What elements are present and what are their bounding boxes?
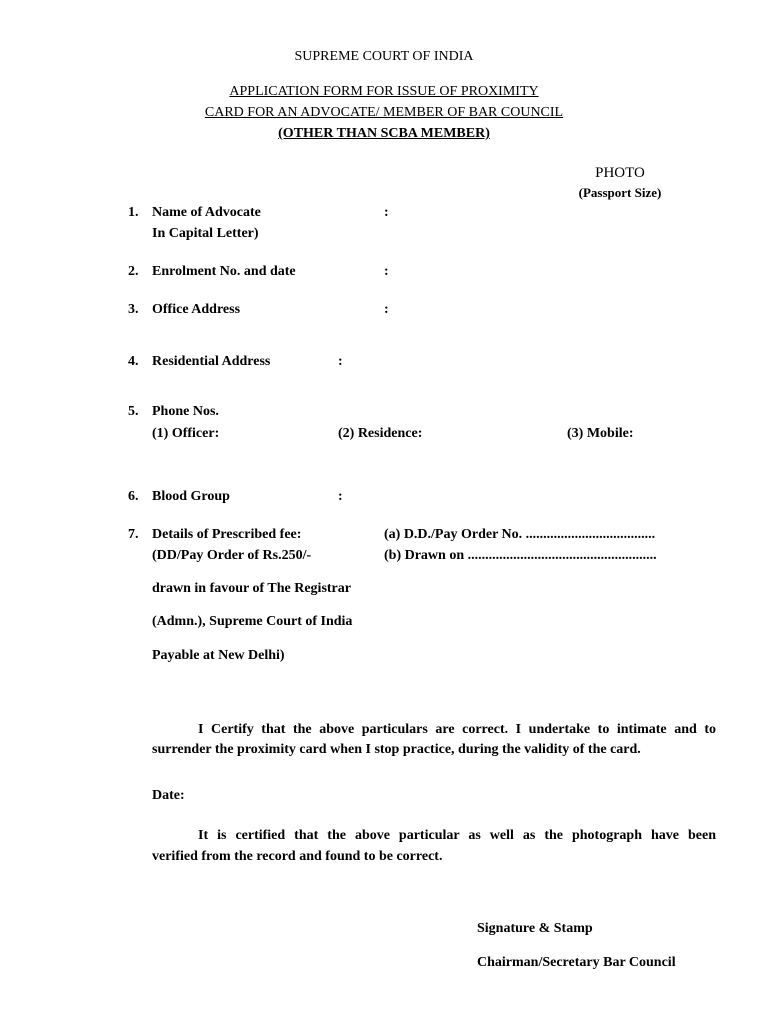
field-1-colon: : <box>384 205 389 220</box>
field-3-number: 3. <box>128 302 139 317</box>
field-4-colon: : <box>338 354 343 369</box>
field-3-colon: : <box>384 302 389 317</box>
field-7-label: Details of Prescribed fee: <box>152 527 302 542</box>
certify-line-1: I Certify that the above particulars are correct. I undertake to intimate and to <box>198 722 716 737</box>
field-7-label-line-2: (DD/Pay Order of Rs.250/- <box>152 548 312 563</box>
verify-line-2: verified from the record and found to be correct. <box>152 849 443 864</box>
drawn-on-line: (b) Drawn on ...................................................... <box>384 548 657 563</box>
field-7-number: 7. <box>128 527 139 542</box>
field-4-number: 4. <box>128 354 139 369</box>
certify-line-2: surrender the proximity card when I stop practice, during the validity of the card. <box>152 742 641 757</box>
form-title-line-1: APPLICATION FORM FOR ISSUE OF PROXIMITY <box>229 84 539 99</box>
field-7-label-line-3: drawn in favour of The Registrar <box>152 581 351 596</box>
photo-placeholder <box>540 164 700 202</box>
field-6-number: 6. <box>128 489 139 504</box>
phone-residence-label: (2) Residence: <box>338 426 423 441</box>
field-6-label: Blood Group <box>152 489 230 504</box>
form-title-line-3: (OTHER THAN SCBA MEMBER) <box>278 126 490 141</box>
field-3-label: Office Address <box>152 302 241 317</box>
field-7-label-line-5: Payable at New Delhi) <box>152 648 285 663</box>
phone-officer-label: (1) Officer: <box>152 426 220 441</box>
field-2-label: Enrolment No. and date <box>152 264 296 279</box>
form-title-line-2: CARD FOR AN ADVOCATE/ MEMBER OF BAR COUNCIL <box>204 105 564 120</box>
field-2-number: 2. <box>128 264 139 279</box>
field-1-sublabel: In Capital Letter) <box>152 226 259 241</box>
field-1-label: Name of Advocate <box>152 205 261 220</box>
field-5-number: 5. <box>128 404 139 419</box>
field-1-number: 1. <box>128 205 139 220</box>
field-4-label: Residential Address <box>152 354 271 369</box>
field-7-label-line-4: (Admn.), Supreme Court of India <box>152 614 353 629</box>
phone-mobile-label: (3) Mobile: <box>567 426 634 441</box>
field-6-colon: : <box>338 489 343 504</box>
signatory-title: Chairman/Secretary Bar Council <box>477 955 676 970</box>
dd-order-number-line: (a) D.D./Pay Order No. ..................................... <box>384 527 656 542</box>
field-5-label: Phone Nos. <box>152 404 219 419</box>
photo-size-label: (Passport Size) <box>578 185 662 200</box>
field-2-colon: : <box>384 264 389 279</box>
date-label: Date: <box>152 788 185 803</box>
signature-stamp-label: Signature & Stamp <box>477 921 593 936</box>
photo-label: PHOTO <box>595 165 645 181</box>
court-name: SUPREME COURT OF INDIA <box>294 49 474 64</box>
verify-line-1: It is certified that the above particular as well as the photograph have been <box>198 828 716 843</box>
